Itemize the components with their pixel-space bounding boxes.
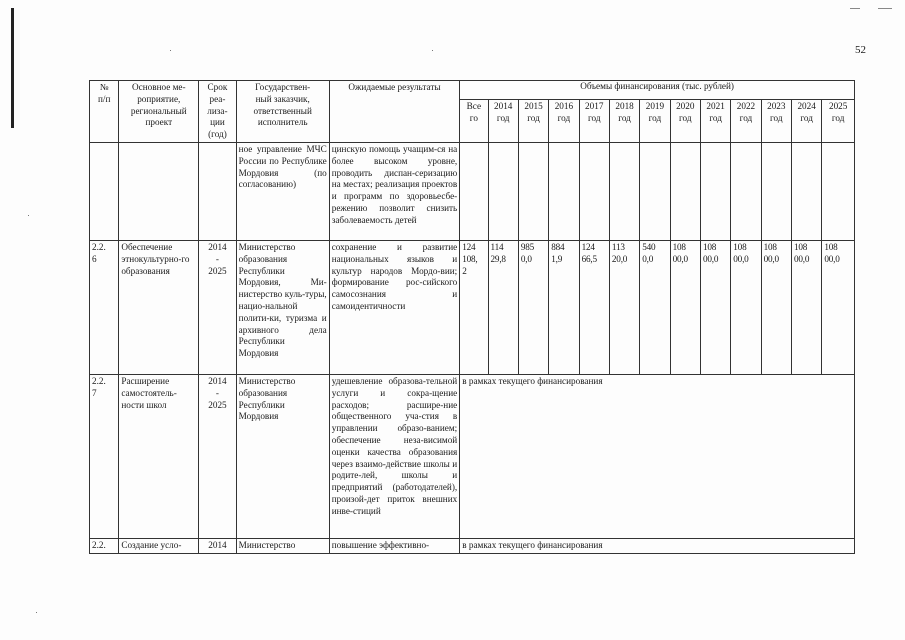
funding-cell	[822, 142, 855, 240]
row-term: 2014 - 2025	[199, 374, 236, 538]
header-year: 2016 год	[549, 100, 579, 143]
row-term: 2014	[199, 538, 236, 553]
funding-cell-total: 124 108, 2	[460, 240, 488, 374]
funding-cell	[549, 142, 579, 240]
header-year: 2025 год	[822, 100, 855, 143]
funding-cell: 108 00,0	[822, 240, 855, 374]
funding-cell: 108 00,0	[791, 240, 821, 374]
row-number	[90, 142, 119, 240]
row-results: повышение эффективно-	[329, 538, 460, 553]
scan-mark	[878, 8, 892, 9]
funding-cell: 540 0,0	[640, 240, 670, 374]
table-row	[90, 374, 855, 538]
funding-cell: 108 00,0	[670, 240, 700, 374]
funding-cell: 124 66,5	[579, 240, 609, 374]
header-year: 2020 год	[670, 100, 700, 143]
header-term: Срок реа- лиза- ции (год)	[199, 81, 236, 143]
row-number: 2.2. 7	[90, 374, 119, 538]
page-number: 52	[855, 44, 866, 56]
header-number: № п/п	[90, 81, 119, 143]
funding-cell: 113 20,0	[609, 240, 639, 374]
row-term: 2014 - 2025	[199, 240, 236, 374]
funding-cell	[609, 142, 639, 240]
row-customer: Министерство	[236, 538, 329, 553]
header-customer: Государствен- ный заказчик, ответственный исполнитель	[236, 81, 329, 143]
funding-cell	[700, 142, 730, 240]
scan-speck	[28, 215, 29, 216]
funding-cell	[460, 142, 488, 240]
row-results: сохранение и развитие национальных языков и культур народов Мордо-вии; формирование рос-сийского самосознания и самоидентичности	[329, 240, 460, 374]
table-row	[90, 142, 855, 240]
header-year: 2021 год	[700, 100, 730, 143]
funding-cell	[488, 142, 518, 240]
row-number: 2.2.	[90, 538, 119, 553]
header-results: Ожидаемые результаты	[329, 81, 460, 143]
funding-cell	[670, 142, 700, 240]
row-measure: Обеспечение этнокультурно-го образования	[119, 240, 199, 374]
scan-mark	[850, 8, 860, 9]
scan-speck	[170, 50, 171, 51]
funding-cell	[518, 142, 548, 240]
table-row	[90, 538, 855, 553]
funding-cell	[640, 142, 670, 240]
row-term	[199, 142, 236, 240]
row-customer: Министерство образования Республики Мордовия, Ми-нистерство куль-туры, нацио-нальной полити-ки, туризма и архивного дела Республики Мордовия	[236, 240, 329, 374]
measures-table	[89, 80, 855, 554]
header-year: 2022 год	[731, 100, 761, 143]
funding-cell: 108 00,0	[761, 240, 791, 374]
row-customer: ное управление МЧС России по Республике Мордовия (по согласованию)	[236, 142, 329, 240]
header-year: 2017 год	[579, 100, 609, 143]
funding-cell: 985 0,0	[518, 240, 548, 374]
funding-cell	[761, 142, 791, 240]
row-measure	[119, 142, 199, 240]
header-year: 2023 год	[761, 100, 791, 143]
header-funding-title: Объемы финансирования (тыс. рублей)	[460, 81, 855, 100]
scan-speck	[432, 50, 433, 51]
header-year: 2015 год	[518, 100, 548, 143]
funding-note: в рамках текущего финансирования	[460, 538, 855, 553]
header-measure: Основное ме- роприятие, региональный проект	[119, 81, 199, 143]
funding-cell: 114 29,8	[488, 240, 518, 374]
funding-cell	[791, 142, 821, 240]
scan-edge-mark	[11, 8, 14, 128]
header-total: Все го	[460, 100, 488, 143]
row-results: удешевление образова-тельной услуги и сокра-щение расходов; расшире-ние общественного уча-стия в управлении образо-ванием; обеспечение неза-висимой оценки качества образования через взаимо-действие школы и родите-лей, школы и предприятий (работодателей), произой-дет приток внешних инве-стиций	[329, 374, 460, 538]
header-year: 2024 год	[791, 100, 821, 143]
funding-cell: 108 00,0	[700, 240, 730, 374]
funding-note: в рамках текущего финансирования	[460, 374, 855, 538]
row-measure: Расширение самостоятель-ности школ	[119, 374, 199, 538]
scan-speck	[36, 612, 37, 613]
header-year: 2014 год	[488, 100, 518, 143]
table-row	[90, 240, 855, 374]
funding-cell: 108 00,0	[731, 240, 761, 374]
header-year: 2018 год	[609, 100, 639, 143]
header-year: 2019 год	[640, 100, 670, 143]
header-row	[90, 81, 855, 100]
funding-cell	[731, 142, 761, 240]
funding-cell	[579, 142, 609, 240]
funding-cell: 884 1,9	[549, 240, 579, 374]
row-measure: Создание усло-	[119, 538, 199, 553]
row-customer: Министерство образования Республики Мордовия	[236, 374, 329, 538]
row-results: цинскую помощь учащим-ся на более высоком уровне, проводить диспан-серизацию на местах; реализация проектов и программ по здоровьесбе-режению позволит снизить заболеваемость детей	[329, 142, 460, 240]
row-number: 2.2. 6	[90, 240, 119, 374]
